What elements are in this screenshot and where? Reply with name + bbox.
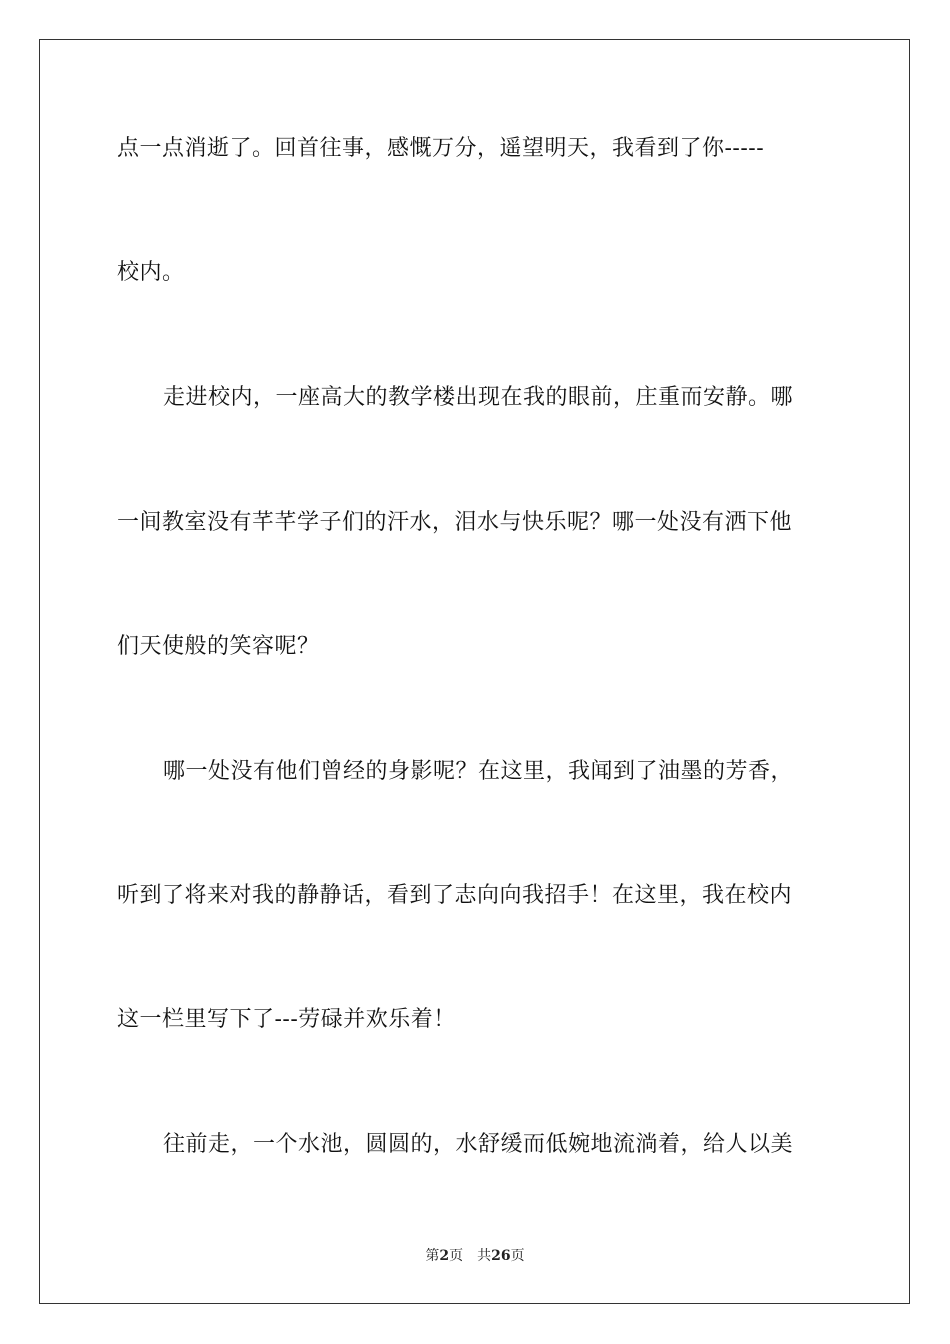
page-footer <box>0 1246 950 1266</box>
page-border <box>39 39 910 1304</box>
page-prefix: 第 <box>425 1248 440 1264</box>
text-line-5: 们天使般的笑容呢？ <box>117 634 320 659</box>
text-line-9: 往前走，一个水池，圆圆的，水舒缓而低婉地流淌着，给人以美 <box>163 1132 794 1157</box>
text-line-2: 校内。 <box>117 260 185 285</box>
text-line-4: 一间教室没有芊芊学子们的汗水，泪水与快乐呢？哪一处没有洒下他 <box>117 510 793 535</box>
text-line-8: 这一栏里写下了---劳碌并欢乐着！ <box>117 1007 456 1032</box>
text-line-6: 哪一处没有他们曾经的身影呢？在这里，我闻到了油墨的芳香， <box>163 759 794 784</box>
text-line-3: 走进校内，一座高大的教学楼出现在我的眼前，庄重而安静。哪 <box>163 385 794 410</box>
text-line-1: 点一点消逝了。回首往事，感慨万分，遥望明天，我看到了你----- <box>117 136 765 161</box>
total-pages: 26 <box>491 1248 511 1264</box>
total-suffix: 页 <box>510 1248 525 1264</box>
total-prefix: 共 <box>477 1248 492 1264</box>
page-number: 2 <box>439 1248 450 1264</box>
text-line-7: 听到了将来对我的静静话，看到了志向向我招手！在这里，我在校内 <box>117 883 793 908</box>
page-suffix: 页 <box>449 1248 464 1264</box>
